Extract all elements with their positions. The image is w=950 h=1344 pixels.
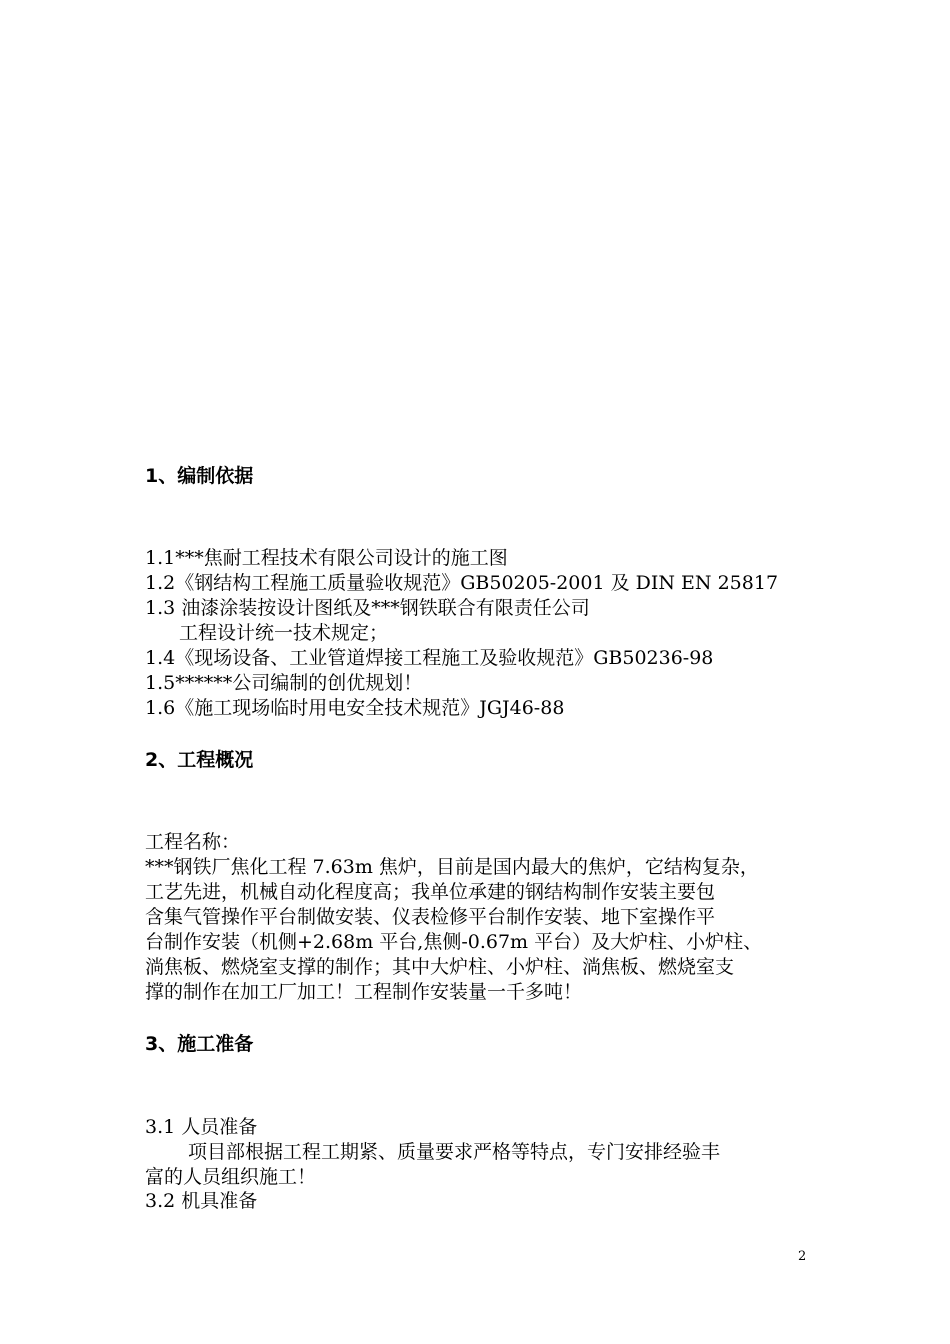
basis-item-1-5: 1.5******公司编制的创优规划！ (145, 672, 423, 694)
page-number: 2 (798, 1249, 807, 1264)
personnel-prep-line-1: 项目部根据工程工期紧、质量要求严格等特点，专门安排经验丰 (188, 1141, 721, 1163)
basis-item-1-1: 1.1***焦耐工程技术有限公司设计的施工图 (145, 547, 508, 569)
section-3-heading: 3、施工准备 (145, 1033, 254, 1055)
overview-line-6: 撑的制作在加工厂加工！工程制作安装量一千多吨！ (145, 981, 583, 1003)
section-2-heading: 2、工程概况 (145, 749, 254, 771)
equipment-prep-title: 3.2 机具准备 (145, 1190, 258, 1212)
personnel-prep-line-2: 富的人员组织施工！ (145, 1166, 317, 1188)
overview-line-3: 含集气管操作平台制做安装、仪表检修平台制作安装、地下室操作平 (145, 906, 716, 928)
overview-line-1: ***钢铁厂焦化工程 7.63m 焦炉，目前是国内最大的焦炉，它结构复杂， (145, 856, 759, 878)
overview-line-4: 台制作安装（机侧+2.68m 平台,焦侧-0.67m 平台）及大炉柱、小炉柱、 (145, 931, 763, 953)
basis-item-1-3-continued: 工程设计统一技术规定； (179, 622, 389, 644)
project-name-label: 工程名称： (145, 831, 241, 853)
personnel-prep-title: 3.1 人员准备 (145, 1116, 258, 1138)
overview-line-5: 淌焦板、燃烧室支撑的制作；其中大炉柱、小炉柱、淌焦板、燃烧室支 (145, 956, 735, 978)
basis-item-1-6: 1.6《施工现场临时用电安全技术规范》JGJ46-88 (145, 697, 565, 719)
basis-item-1-3: 1.3 油漆涂装按设计图纸及***钢铁联合有限责任公司 (145, 597, 590, 619)
basis-item-1-4: 1.4《现场设备、工业管道焊接工程施工及验收规范》GB50236-98 (145, 647, 714, 669)
section-1-heading: 1、编制依据 (145, 465, 254, 487)
overview-line-2: 工艺先进，机械自动化程度高；我单位承建的钢结构制作安装主要包 (145, 881, 716, 903)
basis-item-1-2: 1.2《钢结构工程施工质量验收规范》GB50205-2001 及 DIN EN 25817 (145, 572, 779, 594)
